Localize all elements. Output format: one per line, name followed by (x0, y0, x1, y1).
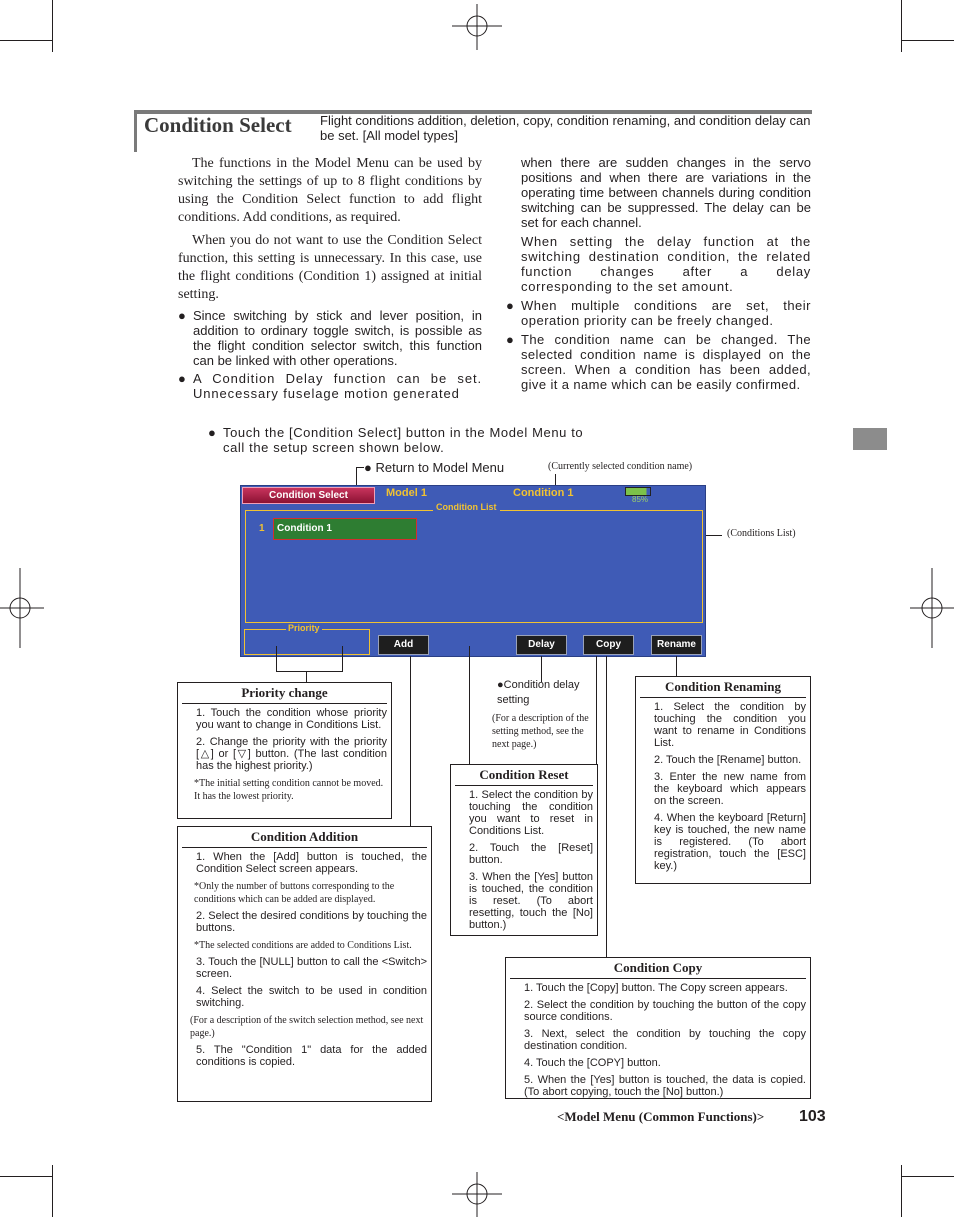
intro-column-1 (178, 155, 482, 401)
return-callout-label: Return to Model Menu (375, 460, 505, 475)
copy-button[interactable]: Copy (583, 635, 634, 655)
crop-mark (0, 1176, 52, 1177)
box-rule (640, 697, 806, 698)
box-step-text: 3. Next, select the condition by touching the copy destination condition. (524, 1028, 806, 1052)
leader-line (276, 671, 343, 672)
bullet-dot: ● (178, 308, 186, 323)
box-step-text: 1. Select the condition by touching the condition you want to reset in Conditions List. (469, 789, 593, 837)
box-rule (182, 703, 387, 704)
box-rule (510, 978, 806, 979)
intro-paragraph-2: When you do not want to use the Condition Select function, this setting is unnecessary. In this case, use the flight conditions (Condition 1) assigned at initial setting. (178, 233, 482, 302)
current-condition-name: Condition 1 (513, 487, 574, 499)
crop-mark (0, 40, 52, 41)
priority-change-box (177, 682, 392, 819)
conditions-list-callout: (Conditions List) (727, 528, 796, 539)
leader-line (469, 646, 470, 764)
page-title: Condition Select (144, 113, 292, 137)
footer-section: <Model Menu (Common Functions)> (557, 1109, 765, 1124)
bullet-item (506, 332, 811, 392)
crop-mark (901, 1165, 902, 1217)
box-step-text: 4. Touch the [COPY] button. (524, 1057, 661, 1069)
crop-mark (52, 1165, 53, 1217)
box-step (182, 956, 427, 980)
page-description: Flight conditions addition, deletion, copy, condition renaming, and condition delay can be set. [All model types] (320, 113, 811, 143)
bullet-text: A Condition Delay function can be set. Unnecessary fuselage motion generated (193, 371, 482, 401)
box-step-text: 2. Touch the [Reset] button. (469, 842, 593, 866)
crop-mark (901, 0, 902, 52)
box-step (640, 701, 806, 749)
box-step (640, 771, 806, 807)
box-title: Condition Addition (250, 829, 359, 844)
registration-mark-top (452, 4, 502, 50)
leader-line (356, 467, 357, 487)
box-step-text: 3. Touch the [NULL] button to call the <Switch> screen. (196, 956, 427, 980)
intro-column-2 (506, 155, 811, 392)
delay-callout-note: (For a description of the setting method, see the next page.) (492, 713, 589, 750)
leader-line (356, 467, 364, 468)
leader-line (306, 671, 307, 682)
box-note: *The initial setting condition cannot be moved. It has the lowest priority. (194, 778, 384, 802)
crop-mark (901, 1176, 954, 1177)
condition-select-screen (240, 485, 706, 657)
model-name: Model 1 (386, 487, 427, 499)
return-callout: ● Return to Model Menu (364, 460, 505, 475)
bullet-item (178, 308, 482, 368)
bullet-item (178, 371, 482, 401)
condition-addition-box (177, 826, 432, 1102)
box-step (510, 982, 806, 994)
box-step (455, 789, 593, 837)
box-step (455, 842, 593, 866)
registration-mark-right (910, 568, 954, 648)
crop-mark (52, 0, 53, 52)
box-step-text: 1. Touch the condition whose priority you want to change in Conditions List. (196, 707, 387, 731)
rename-button[interactable]: Rename (651, 635, 702, 655)
bullet-dot: ● (178, 371, 187, 386)
leader-line (676, 656, 677, 676)
box-title: Condition Renaming (665, 679, 781, 694)
box-step-text: 4. Select the switch to be used in condition switching. (196, 985, 427, 1009)
bullet-dot: ● (506, 332, 515, 347)
box-step (510, 1028, 806, 1052)
condition-select-menu-button[interactable]: Condition Select (242, 487, 375, 504)
bullet-text: The condition name can be changed. The selected condition name is displayed on the screen. When a condition has been added, give it a name which can be easily confirmed. (521, 332, 811, 392)
priority-label: Priority (288, 623, 320, 633)
current-name-callout: (Currently selected condition name) (548, 461, 693, 472)
box-step (510, 1074, 806, 1098)
condition-list-item[interactable]: Condition 1 (273, 518, 417, 540)
add-button[interactable]: Add (378, 635, 429, 655)
box-step (640, 812, 806, 872)
registration-mark-bottom (452, 1172, 502, 1217)
condition-row-index: 1 (259, 523, 265, 534)
box-step-text: 2. Change the priority with the priority [△] or [▽] button. (The last condition has the highest priority.) (196, 736, 387, 772)
section-tab (853, 428, 887, 450)
box-title: Priority change (241, 685, 328, 700)
box-step (510, 1057, 806, 1069)
intro-paragraph-1: The functions in the Model Menu can be used by switching the settings of up to 8 flight conditions by using the Condition Select function to add flight conditions. Add conditions, as required. (178, 156, 482, 225)
bullet-text: When multiple conditions are set, their operation priority can be freely changed. (521, 298, 811, 328)
box-step-text: 4. When the keyboard [Return] key is touched, the new name is registered. (To abort registration, touch the [ESC] key.) (654, 812, 806, 872)
box-step (510, 999, 806, 1023)
leader-line (276, 646, 277, 672)
box-step (182, 985, 427, 1009)
box-step-text: 1. Touch the [Copy] button. The Copy screen appears. (524, 982, 788, 994)
box-note: *The selected conditions are added to Conditions List. (194, 940, 412, 951)
box-step-text: 2. Select the desired conditions by touching the buttons. (196, 910, 427, 934)
delay-callout-label: Condition delay setting (497, 679, 580, 706)
box-rule (182, 847, 427, 848)
box-step (182, 851, 427, 875)
condition-renaming-box (635, 676, 811, 884)
box-step (640, 754, 806, 766)
condition-reset-box (450, 764, 598, 936)
intro-continued: when there are sudden changes in the servo positions and when there are variations in the operating time between channels during condition switching can be suppressed. The delay can be set for each channel. (521, 155, 811, 230)
bullet-dot: ● (506, 298, 515, 313)
box-title: Condition Reset (479, 767, 569, 782)
bullet-dot: ● (208, 425, 217, 440)
battery-level: 85% (632, 495, 649, 504)
box-step-text: 5. The "Condition 1" data for the added conditions is copied. (196, 1044, 427, 1068)
delay-button[interactable]: Delay (516, 635, 567, 655)
box-step (455, 871, 593, 931)
registration-mark-left (0, 568, 44, 648)
box-step-text: 2. Select the condition by touching the button of the copy source conditions. (524, 999, 806, 1023)
box-step (182, 707, 387, 731)
box-title: Condition Copy (613, 960, 703, 975)
box-step-text: 1. When the [Add] button is touched, the Condition Select screen appears. (196, 851, 427, 875)
leader-line (606, 656, 607, 958)
box-step (182, 736, 387, 772)
bullet-text: Since switching by stick and lever position, in addition to ordinary toggle switch, is possible as the flight condition selector switch, this function can be linked with other operations. (193, 308, 482, 368)
leader-line (410, 656, 411, 826)
box-step (182, 1044, 427, 1068)
header-side-rule (134, 110, 137, 152)
touch-instruction (208, 425, 603, 455)
box-step-text: 2. Touch the [Rename] button. (654, 754, 802, 766)
page-number: 103 (799, 1108, 826, 1125)
box-step-text: 3. Enter the new name from the keyboard which appears on the screen. (654, 771, 806, 807)
condition-copy-box (505, 957, 811, 1099)
box-rule (455, 785, 593, 786)
intro-paragraph-3: When setting the delay function at the switching destination condition, the related function changes after a delay corresponding to the set amount. (521, 234, 811, 294)
box-step-text: 1. Select the condition by touching the condition you want to rename in Conditions List. (654, 701, 806, 749)
conditions-list-label: Condition List (433, 502, 500, 512)
leader-line (342, 646, 343, 672)
box-note: (For a description of the switch selection method, see next page.) (190, 1015, 424, 1039)
leader-line (596, 656, 597, 768)
box-step-text: 3. When the [Yes] button is touched, the condition is reset. (To abort resetting, touch the [No] button.) (469, 871, 593, 931)
crop-mark (901, 40, 954, 41)
box-step (182, 910, 427, 934)
instruction-text: Touch the [Condition Select] button in the Model Menu to call the setup screen shown below. (223, 425, 584, 455)
delay-callout: ●Condition delay setting (497, 679, 580, 706)
box-note: *Only the number of buttons corresponding to the conditions which can be added are displayed. (194, 881, 395, 905)
bullet-item (506, 298, 811, 328)
box-step-text: 5. When the [Yes] button is touched, the data is copied. (To abort copying, touch the [No] button.) (524, 1074, 806, 1098)
